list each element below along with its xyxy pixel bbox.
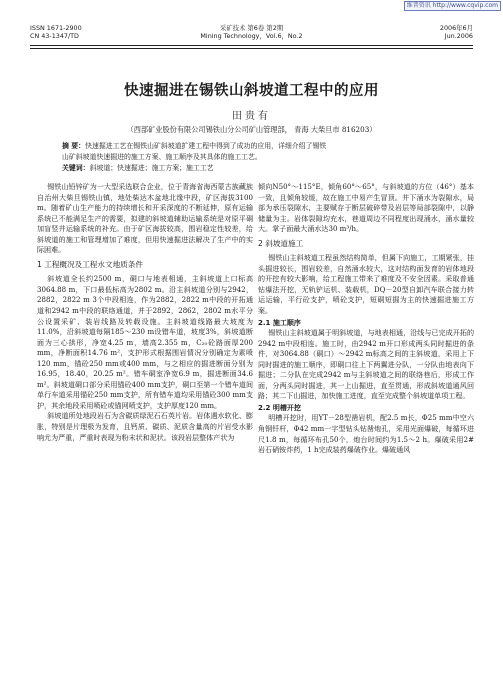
right-column <box>258 182 474 456</box>
journal-en: Mining Technology，Vol.6，No.2 <box>200 32 303 40</box>
section-1-heading: 1 工程概况及工程水文地质条件 <box>37 259 143 269</box>
paper-title: 快速掘进在锡铁山斜坡道工程中的应用 <box>124 83 379 99</box>
date-cn: 2006年6月 <box>439 24 473 32</box>
abstract-line-2: 山矿斜坡道快速掘进的施工方案、施工顺序及其具体的施工工艺。 <box>62 153 262 161</box>
left-column <box>37 182 253 443</box>
journal-cn: 采矿技术 第6卷 第2期 <box>219 24 284 32</box>
subsection-2-2-paragraph: 明槽开挖时，用YT－28型凿岩机，配2.5 m长，Φ25 mm中空六角钢钎杆，Φ42 mm一字型钻头钻凿炮孔，采用光面爆破，每循环进尺1.8 m，每循环布孔50个，炮台时间约为1.5～2 h。爆破采用2#岩石硝铵炸药，1 h完成装药爆破作业。爆破通风 <box>258 413 474 455</box>
watermark-badge[interactable]: 维普资讯 http://www.cqvip.com <box>404 1 501 11</box>
abstract-text-1: 快速掘进工艺在锡铁山矿斜坡道扩建工程中得到了成功的应用，详细介绍了锡铁 <box>85 142 327 150</box>
subsection-2-1-paragraph: 锡铁山主斜坡道属于明斜坡道，与地表相通，沿线与已完成开拓的2942 m中段相连。施工时，由2942 m开口形成两头同时掘进的条件，对3064.88（硐口）～2942 m标高之间的主斜坡道，采用上下同时掘进的施工顺序，即硐口往上下两翼进分队，一分队由地表向下掘进；二分队在完成2942 m与主斜坡道之间的联络巷后，形成工作面，分两头同时掘进，其一上山掘进，直至贯通，形成斜坡道通风回路；其二下山掘进，加快施工进度，直至完成整个斜坡道单项工程。 <box>258 328 474 401</box>
intro-paragraph: 锡铁山铅锌矿为一大型采选联合企业，位于青海省海西蒙古族藏族自治州大柴旦锡铁山镇，地处柴达木盆地北缘中段，矿区海拔3100 m。随着矿山生产能力的持续增长和开采深度的不断延伸，原有运输系统已不能满足生产的需要，拟建的斜坡道辅助运输系统是对原平硐加盲竖井运输系统的补充。由于矿区海拔较高，围岩稳定性较差，给斜坡道的施工和管理增加了难度，但用快速掘进法解决了生产中的实际困难。 <box>37 182 253 255</box>
geology-paragraph: 倾向N50°～115°E，倾角60°～65°，与斜坡道的方位（46°）基本一致，且倾角较缓，故在施工中易产生冒顶。井下涌水为裂隙水，局部为承压裂隙水，主要赋存于断层破碎带及岩层等局部裂隙中，以静储量为主。岩体裂隙均充水，巷道周边不同程度出现涌水，涌水量较大。掌子面最大涌水达30 m³/h。 <box>258 182 474 234</box>
header-center <box>30 24 473 40</box>
section-2-heading: 2 斜坡道施工 <box>258 238 304 248</box>
section-1-paragraph-2: 斜坡道所处地段岩石为含碳质绿泥石石英片岩。岩体遇水软化、膨胀，特别是片理极为发育，且钙质、碳质、泥质含量高的片岩受水影响尤为严重，严重时表现为粉末状和泥状。该段岩层整体产状为 <box>37 411 253 442</box>
header-right <box>440 24 473 40</box>
keywords-line <box>62 163 440 174</box>
date-en: Jun.2006 <box>444 32 473 40</box>
author-name: 田贵有 <box>232 111 271 122</box>
keywords-label: 关键词： <box>62 164 90 172</box>
header-rule-thick <box>30 45 473 46</box>
abstract-label: 摘 要： <box>62 142 86 150</box>
header-rule-thin <box>30 48 473 49</box>
section-1-paragraph-1: 斜坡道全长约2500 m，硐口与地表相通，主斜坡道上口标高3064.88 m，下口最低标高为2802 m。沿主斜坡道分别与2942，2882，2822 m 3个中段相连，作为2882，2822 m中段的开拓通道和2942 m中段的联络通道，并于2892，2862，2802 m水平分公设置采矿、装岩线路及转载设施。主斜坡道线路最大坡度为11.0%，沿斜坡道每隔185～230 m设错车道，坡度3%，斜坡道断面为三心拱形，净宽4.25 m，墙高2.355 m，C₂₀砼路面厚200 mm，净断面积14.76 m²，支护形式根据围岩情况分别确定为素喷120 mm，锚砼250 mm或400 mm，与之相应的掘进断面分别为16.95，18.40，20.25 m²。错车硐室净宽6.9 m，掘进断面34.6 m²。斜坡道硐口部分采用锚砼400 mm支护，硐口至第一个错车道间单行车道采用锚砼250 mm支护，所有错车道均采用锚砼300 mm支护，其余地段采用喷砼或锚网喷支护，支护厚度120 mm。 <box>37 274 253 410</box>
running-header <box>30 24 473 46</box>
section-2-paragraph: 锡铁山主斜坡道工程虽然结构简单，但属下向施工，工期紧张，挂头掘进较长，围岩较差，自然涌水较大，这对结构面发育的岩体地段的开挖有较大影响，给工程施工带来了难度及不安全因素。采取普通钻爆法开挖，无轨铲运机、装载机，DQ－20型自卸汽车联合接力转运运输，平行砼支护，喷砼支护，短硐短掘为主的快速掘进施工方案。 <box>258 253 474 316</box>
affiliation: （西部矿业股份有限公司锡铁山分公司矿山管理部， 青海 大柴旦市 816203） <box>126 125 377 134</box>
subsection-2-1-heading: 2.1 施工顺序 <box>258 318 301 327</box>
subsection-2-2-heading: 2.2 明槽开挖 <box>258 403 301 412</box>
cn-text: CN 43-1347/TD <box>30 32 79 40</box>
issn-text: ISSN 1671-2900 <box>30 24 82 32</box>
keywords-text: 斜坡道；快速掘进；施工方案；施工工艺 <box>89 164 214 172</box>
abstract-line-1 <box>62 141 440 152</box>
